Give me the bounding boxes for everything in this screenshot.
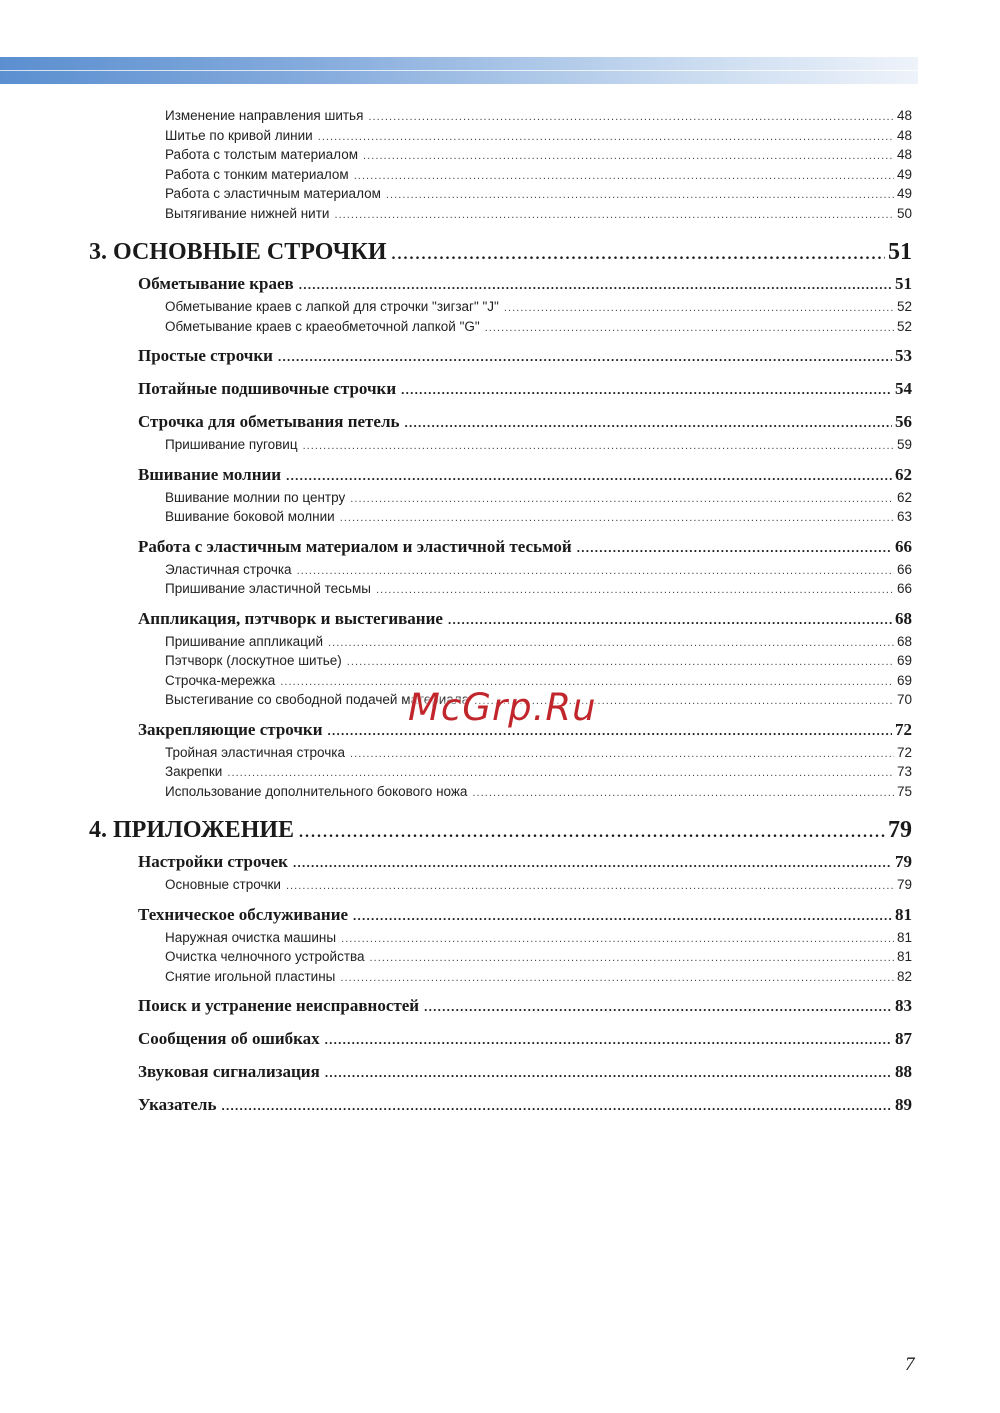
toc-subsection[interactable] [165, 928, 912, 948]
toc-entry-title: Наружная очистка машины [165, 929, 337, 945]
toc-entry-page: 52 [896, 299, 912, 314]
toc-entry-page: 68 [895, 608, 912, 628]
toc-entry-title: Указатель [138, 1095, 217, 1114]
toc-subsection[interactable] [165, 947, 912, 967]
toc-entry-title: 3. ОСНОВНЫЕ СТРОЧКИ [89, 239, 387, 265]
toc-subsection[interactable] [165, 317, 912, 337]
dot-leader [404, 410, 892, 436]
toc-subsection[interactable] [165, 967, 912, 987]
dot-leader [340, 509, 894, 529]
toc-entry-title: Техническое обслуживание [138, 904, 349, 924]
toc-entry-title: Поиск и устранение неисправностей [138, 996, 420, 1015]
toc-subsection[interactable] [165, 145, 912, 165]
toc-entry-title: Использование дополнительного бокового ножа [165, 783, 468, 799]
toc-section[interactable] [138, 343, 912, 369]
toc-entry-page: 49 [896, 166, 912, 182]
toc-entry-title: Снятие игольной пластины [165, 968, 336, 984]
toc-subsection[interactable] [165, 782, 912, 802]
toc-subsection[interactable] [165, 488, 912, 508]
toc-entry-title: 4. ПРИЛОЖЕНИЕ [89, 817, 295, 843]
toc-subsection[interactable] [165, 297, 912, 317]
dot-leader [340, 969, 894, 989]
toc-entry-page: 48 [896, 147, 912, 162]
toc-entry-title: Закрепки [165, 764, 223, 779]
toc-entry-title: Пришивание пуговиц [165, 437, 298, 452]
toc-entry-page: 72 [896, 744, 912, 760]
toc-entry-title: Изменение направления шитья [165, 108, 364, 123]
dot-leader [577, 535, 892, 561]
toc-entry-page: 56 [895, 412, 912, 431]
toc-entry-title: Аппликация, пэтчворк и выстегивание [138, 608, 443, 628]
table-of-contents [0, 106, 1000, 1118]
toc-section[interactable] [138, 849, 912, 875]
toc-entry-page: 88 [895, 1062, 912, 1081]
toc-entry-title: Обметывание краев [138, 274, 294, 293]
dot-leader [424, 994, 892, 1020]
toc-entry-page: 75 [896, 783, 912, 799]
page-number: 7 [905, 1354, 915, 1375]
toc-section[interactable] [138, 606, 912, 632]
toc-subsection[interactable] [165, 762, 912, 782]
toc-entry-page: 54 [895, 379, 912, 398]
toc-entry-page: 72 [895, 719, 912, 739]
toc-entry-title: Выстегивание со свободной подачей материала [165, 692, 470, 707]
toc-entry-page: 51 [895, 274, 912, 293]
toc-entry-page: 82 [896, 968, 912, 984]
toc-entry-page: 81 [895, 904, 912, 924]
toc-entry-title: Строчка для обметывания петель [138, 412, 400, 431]
dot-leader [325, 1027, 892, 1053]
toc-entry-page: 50 [896, 205, 912, 221]
toc-entry-title: Строчка-мережка [165, 672, 276, 688]
toc-subsection[interactable] [165, 507, 912, 527]
toc-entry-title: Пэтчворк (лоскутное шитье) [165, 653, 342, 668]
dot-leader [472, 784, 894, 804]
toc-section[interactable] [138, 993, 912, 1019]
toc-entry-page: 66 [896, 561, 912, 577]
dot-leader [485, 319, 894, 339]
toc-subsection[interactable] [165, 743, 912, 763]
toc-entry-title: Работа с эластичным материалом и эластичной тесьмой [138, 536, 572, 556]
toc-section[interactable] [138, 1092, 912, 1118]
toc-subsection[interactable] [165, 632, 912, 652]
toc-subsection[interactable] [165, 106, 912, 126]
toc-entry-page: 70 [896, 692, 912, 707]
dot-leader [325, 1060, 892, 1086]
toc-entry-title: Звуковая сигнализация [138, 1062, 320, 1081]
toc-entry-title: Сообщения об ошибках [138, 1029, 320, 1048]
toc-chapter[interactable] [89, 235, 912, 269]
toc-section[interactable] [138, 1026, 912, 1052]
toc-section[interactable] [138, 409, 912, 435]
dot-leader [392, 238, 886, 272]
dot-leader [303, 437, 894, 457]
dot-leader [293, 850, 892, 876]
toc-chapter[interactable] [89, 813, 912, 847]
watermark: McGrp.Ru [408, 686, 597, 729]
toc-entry-page: 81 [896, 949, 912, 964]
toc-entry-title: Шитье по кривой линии [165, 127, 313, 143]
toc-entry-page: 68 [896, 633, 912, 649]
toc-subsection[interactable] [165, 560, 912, 580]
toc-subsection[interactable] [165, 126, 912, 146]
dot-leader [286, 463, 892, 489]
toc-subsection[interactable] [165, 165, 912, 185]
toc-entry-title: Вшивание боковой молнии [165, 509, 335, 524]
toc-entry-page: 79 [895, 852, 912, 871]
toc-subsection[interactable] [165, 435, 912, 455]
toc-entry-page: 62 [895, 464, 912, 484]
toc-entry-page: 69 [896, 672, 912, 688]
toc-entry-title: Основные строчки [165, 877, 281, 892]
toc-entry-page: 83 [895, 996, 912, 1015]
toc-entry-page: 66 [895, 536, 912, 556]
dot-leader [448, 607, 892, 633]
dot-leader [334, 206, 894, 226]
toc-entry-title: Пришивание аппликаций [165, 633, 323, 649]
toc-entry-page: 79 [896, 877, 912, 892]
toc-entry-page: 79 [888, 817, 912, 843]
toc-entry-title: Работа с эластичным материалом [165, 186, 381, 201]
toc-entry-page: 48 [896, 108, 912, 123]
toc-section[interactable] [138, 271, 912, 297]
toc-subsection[interactable] [165, 651, 912, 671]
toc-subsection[interactable] [165, 875, 912, 895]
toc-entry-title: Пришивание эластичной тесьмы [165, 581, 371, 596]
toc-entry-title: Потайные подшивочные строчки [138, 379, 397, 398]
toc-entry-page: 59 [896, 437, 912, 452]
toc-entry-page: 66 [896, 581, 912, 596]
toc-entry-title: Тройная эластичная строчка [165, 744, 345, 760]
toc-section[interactable] [138, 462, 912, 488]
toc-entry-page: 69 [896, 653, 912, 668]
toc-entry-page: 49 [896, 186, 912, 201]
toc-section[interactable] [138, 902, 912, 928]
toc-section[interactable] [138, 376, 912, 402]
toc-entry-title: Работа с тонким материалом [165, 166, 349, 182]
toc-entry-page: 63 [896, 509, 912, 524]
dot-leader [299, 816, 885, 850]
toc-subsection[interactable] [165, 184, 912, 204]
toc-entry-title: Работа с толстым материалом [165, 147, 358, 162]
dot-leader [401, 377, 892, 403]
toc-entry-page: 81 [896, 929, 912, 945]
toc-entry-page: 53 [895, 346, 912, 365]
header-band [0, 57, 918, 84]
dot-leader [278, 344, 892, 370]
dot-leader [299, 272, 892, 298]
toc-entry-title: Вытягивание нижней нити [165, 205, 330, 221]
dot-leader [286, 877, 894, 897]
toc-entry-page: 62 [896, 489, 912, 505]
toc-entry-title: Вшивание молнии [138, 464, 282, 484]
dot-leader [353, 903, 892, 929]
toc-entry-title: Настройки строчек [138, 852, 288, 871]
dot-leader [376, 581, 894, 601]
toc-entry-title: Простые строчки [138, 346, 273, 365]
toc-section[interactable] [138, 1059, 912, 1085]
toc-entry-title: Эластичная строчка [165, 561, 292, 577]
toc-entry-title: Обметывание краев с краеобметочной лапкой "G" [165, 318, 480, 334]
toc-entry-title: Закрепляющие строчки [138, 719, 323, 739]
toc-subsection[interactable] [165, 579, 912, 599]
toc-section[interactable] [138, 534, 912, 560]
toc-entry-title: Вшивание молнии по центру [165, 489, 346, 505]
toc-entry-page: 48 [896, 127, 912, 143]
toc-subsection[interactable] [165, 204, 912, 224]
toc-entry-page: 51 [888, 239, 912, 265]
toc-entry-page: 87 [895, 1029, 912, 1048]
toc-entry-page: 52 [896, 318, 912, 334]
toc-entry-page: 89 [895, 1095, 912, 1114]
toc-entry-page: 73 [896, 764, 912, 779]
toc-entry-title: Очистка челночного устройства [165, 949, 365, 964]
dot-leader [221, 1093, 892, 1119]
toc-entry-title: Обметывание краев с лапкой для строчки "зигзаг" "J" [165, 299, 499, 314]
